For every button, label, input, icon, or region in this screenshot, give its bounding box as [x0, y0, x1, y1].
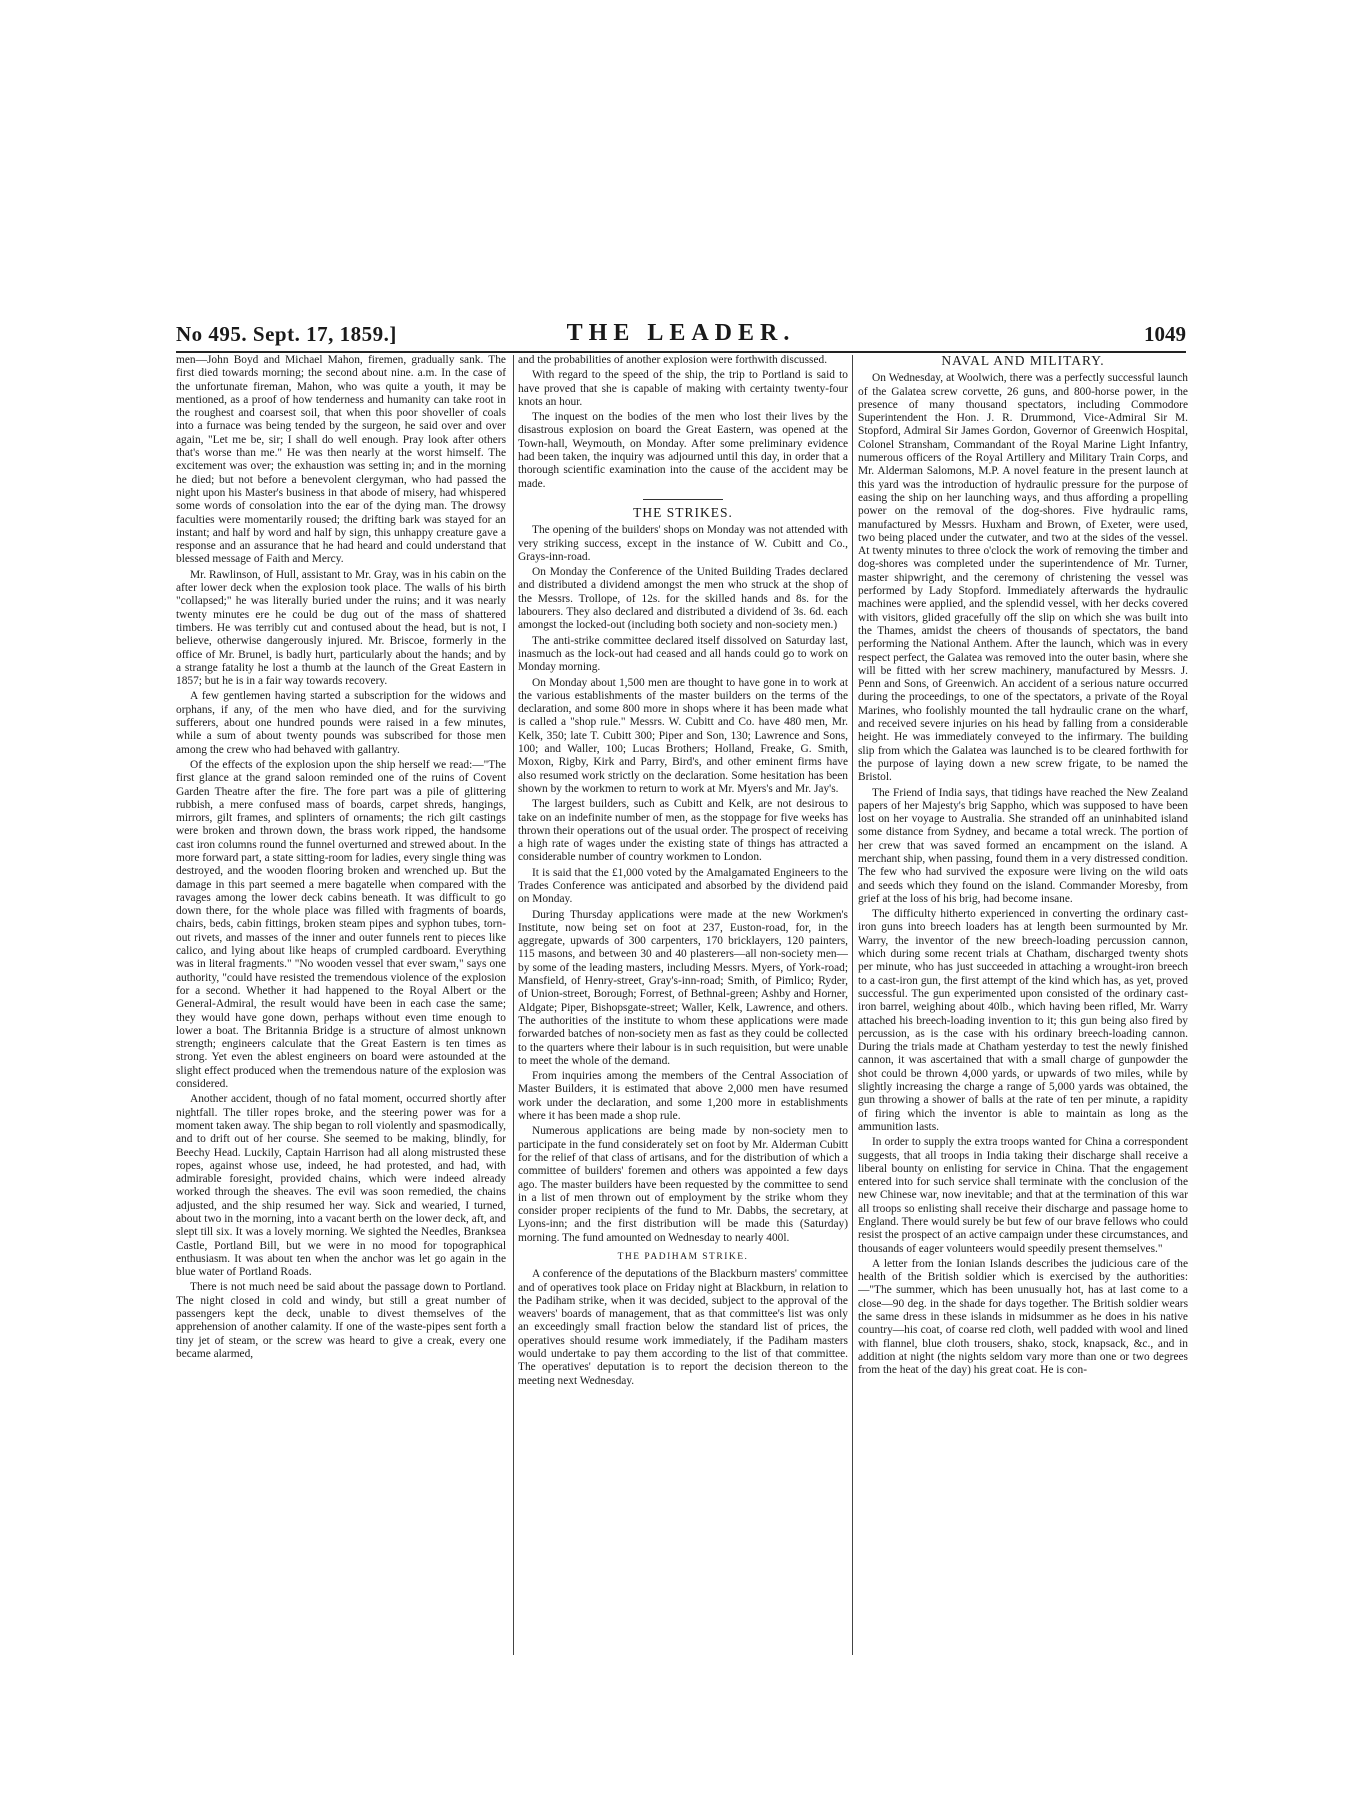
paragraph: Of the effects of the explosion upon the ship herself we read:—"The first glance at the grand saloon reminded one of the ruins of Covent Garden Theatre after the fire. The fore part was a pile of glittering rubbish, a mere confused mass of boards, carpet shreds, hangings, mirrors, gilt frames, and splinters of ornaments; the rich gilt castings were broken and thrown down, the brass work ripped, the handsome cast iron columns round the funnel overturned and strewed about. In the more forward part, a state sitting-room for ladies, every single thing was destroyed, and the wooden flooring broken and wrenched up. But the damage in this part seemed a mere bagatelle when compared with the ravages among the lower deck cabins beneath. It was difficult to go down there, for the whole place was filled with fragments of boards, chairs, beds, cabin fittings, broken steam pipes and syphon tubes, torn-out rivets, and masses of the inner and outer funnels rent to pieces like calico, and lying about like heaps of crumpled cardboard. Everything was in literal fragments." "No wooden vessel that ever swam," says one authority, "could have resisted the tremendous violence of the explosion for a second. Whether it had happened to the Royal Albert or the General-Admiral, the result would have been in each case the same; they would have gone down, perhaps without even time enough to lower a boat. The Britannia Bridge is a structure of almost unknown strength; engineers calculate that the Great Eastern is ten times as strong. Yet even the ablest engineers on board were astounded at the slight effect produced when the tremendous nature of the explosion was considered.: [176, 758, 506, 1091]
paragraph: From inquiries among the members of the Central Association of Master Builders, it is estimated that above 2,000 men have resumed work under the declaration, and some 1,200 more in establishments where it has been made a shop rule.: [518, 1070, 848, 1123]
paragraph: The inquest on the bodies of the men who lost their lives by the disastrous explosion on board the Great Eastern, was opened at the Town-hall, Weymouth, on Monday. After some preliminary evidence had been taken, the inquiry was adjourned until this day, in order that a thorough scientific examination into the cause of the accident may be made.: [518, 411, 848, 490]
newspaper-title: THE LEADER.: [566, 320, 796, 346]
page-number: 1049: [1144, 322, 1186, 346]
section-divider: [643, 499, 723, 500]
column-3: [858, 354, 1188, 1654]
strikes-heading: THE STRIKES.: [633, 504, 733, 520]
paragraph: The Friend of India says, that tidings have reached the New Zealand papers of her Majesty's brig Sappho, which was supposed to have been lost on her voyage to Australia. She stranded off an uninhabited island some distance from Sydney, and became a total wreck. The portion of her crew that was saved formed an encampment on the island. A merchant ship, when passing, found them in a very distressed condition. The few who had survived the exposure were living on the wild oats and seeds which they found on the island. Commander Moresby, from grief at the loss of his brig, had become insane.: [858, 786, 1188, 905]
paragraph: men—John Boyd and Michael Mahon, firemen, gradually sank. The first died towards morning; the second about nine. a.m. In the case of the unfortunate fireman, Mahon, who was quite a youth, it may be mentioned, as a proof of how tenderness and humanity can take root in the roughest and coarsest soil, that when this poor shoveller of coals into a furnace was being tended by the surgeon, he said over and over again, "Let me be, sir; I shall do well enough. Pray look after others that's worse than me." He was then nearly at the worst himself. The excitement was over; the exhaustion was setting in; and in the morning he died; but not before a benevolent clergyman, who had passed the night upon his Master's business in that abode of misery, had whispered some words of consolation into the ear of the dying man. The drowsy faculties were momentarily roused; the drifting bark was stayed for an instant; and half by word and half by sign, this unhappy creature gave a response and an assurance that he had heard and could understand that blessed message of Faith and Mercy.: [176, 354, 506, 566]
paragraph: On Monday about 1,500 men are thought to have gone in to work at the various establishments of the master builders on the terms of the declaration, and some 800 more in shops where it has been made what is called a "shop rule." Messrs. W. Cubitt and Co. have 480 men, Mr. Kelk, 350; late T. Cubitt 300; Piper and Son, 130; Lawrence and Sons, 100; and Waller, 100; Lucas Brothers; Holland, Freake, G. Smith, Moxon, Rigby, Kirk and Parry, Bird's, and other eminent firms have also resumed work strictly on the declaration. Some hesitation has been shown by the workmen to return to work at Mr. Myers's and Mr. Jay's.: [518, 676, 848, 795]
column-1: [176, 354, 506, 1654]
paragraph: A conference of the deputations of the Blackburn masters' committee and of operatives took place on Friday night at Blackburn, in relation to the Padiham strike, when it was decided, subject to the approval of the weavers' boards of management, that as that committee's list was only an exceedingly small fraction below the standard list of prices, the operatives should resume work immediately, if the Padiham masters would undertake to pay them according to the list of that committee. The operatives' deputation is to report the decision thereon to the meeting next Wednesday.: [518, 1268, 848, 1387]
paragraph: During Thursday applications were made at the new Workmen's Institute, now being set on foot at 237, Euston-road, for, in the aggregate, upwards of 300 carpenters, 170 bricklayers, 120 painters, 115 masons, and between 30 and 40 plasterers—all non-society men—by some of the leading masters, including Messrs. Myers, of York-road; Mansfield, of Henry-street, Gray's-inn-road; Smith, of Pimlico; Ryder, of Union-street, Borough; Forrest, of Bethnal-green; Ashby and Horner, Aldgate; Piper, Bishopsgate-street; Waller, Kelk, Lawrence, and others. The authorities of the institute to whom these applications were made forwarded batches of non-society men as fast as they could be collected to the quarters where their labour is in such requisition, but were unable to meet the whole of the demand.: [518, 908, 848, 1067]
paragraph: On Wednesday, at Woolwich, there was a perfectly successful launch of the Galatea screw corvette, 26 guns, and 800-horse power, in the presence of many thousand spectators, including Commodore Superintendent the Hon. J. R. Drummond, Vice-Admiral Sir M. Stopford, Admiral Sir James Gordon, Governor of Greenwich Hospital, Colonel Stransham, Commandant of the Royal Marine Light Infantry, numerous officers of the Royal Artillery and Military Train Corps, and Mr. Alderman Salomons, M.P. A novel feature in the present launch at this yard was the introduction of hydraulic pressure for the purpose of easing the ship on her launching ways, and thus affording a propelling power on the removal of the dog-shores. Five hydraulic rams, manufactured by Messrs. Huxham and Brown, of Exeter, were used, two being placed under the cutwater, and two at the sides of the vessel. At twenty minutes to three o'clock the work of removing the timber and dog-shores was completed under the superintendence of Mr. Turner, master shipwright, and the ceremony of christening the vessel was performed by Lady Stopford. Immediately afterwards the hydraulic machines were applied, and the splendid vessel, with her decks covered with visitors, glided gracefully off the slip on which she was built into the Thames, amidst the cheers of thousands of spectators, the band performing the National Anthem. After the launch, which was in every respect perfect, the Galatea was removed into the outer basin, where she will be fitted with her screw machinery, manufactured by Messrs. J. Penn and Sons, of Greenwich. An accident of a serious nature occurred during the proceedings, to one of the spectators, a private of the Royal Marines, who foolishly mounted the tall hydraulic crane on the wharf, and received severe injuries on his head by falling from a considerable height. He was immediately conveyed to the infirmary. The building slip from which the Galatea was launched is to be cleared forthwith for the purpose of laying down a new screw frigate, to be named the Bristol.: [858, 372, 1188, 784]
paragraph: A few gentlemen having started a subscription for the widows and orphans, if any, of the men who have died, and for the surviving sufferers, about one hundred pounds were raised in a few minutes, while a sum of about twenty pounds was subscribed for those men among the crew who had behaved with gallantry.: [176, 690, 506, 756]
issue-date: No 495. Sept. 17, 1859.]: [176, 322, 397, 346]
paragraph: A letter from the Ionian Islands describes the judicious care of the health of the British soldier which is exercised by the authorities:—"The summer, which has been unusually hot, has at last come to a close—90 deg. in the shade for days together. The British soldier wears the same dress in these islands in midsummer as he does in his native country—his coat, of coarse red cloth, well padded with wool and lined with flannel, blue cloth trousers, shako, stock, knapsack, &c., and in addition at night (the nights seldom vary more than one or two degrees from the heat of the day) his great coat. He is con-: [858, 1257, 1188, 1377]
page-header: [176, 314, 1186, 352]
naval-military-heading: NAVAL AND MILITARY.: [941, 354, 1105, 368]
column-2: [518, 354, 848, 1654]
paragraph: The anti-strike committee declared itself dissolved on Saturday last, inasmuch as the lock-out had ceased and all hands could go to work on Monday morning.: [518, 634, 848, 674]
paragraph: With regard to the speed of the ship, the trip to Portland is said to have proved that she is capable of making with certainty twenty-four knots an hour.: [518, 369, 848, 408]
paragraph: It is said that the £1,000 voted by the Amalgamated Engineers to the Trades Conference was anticipated and absorbed by the dividend paid on Monday.: [518, 866, 848, 906]
paragraph: Another accident, though of no fatal moment, occurred shortly after nightfall. The tiller ropes broke, and the steering power was for a moment taken away. The ship began to roll violently and spasmodically, and to drift out of her course. She seemed to be making, blindly, for Beechy Head. Luckily, Captain Harrison had all along mistrusted these ropes, against whose use, indeed, he had protested, and had, with admirable foresight, provided chains, which were indeed already worked through the sheaves. The evil was soon remedied, the chains adjusted, and the ship resumed her way. Sick and wearied, I turned, about two in the morning, into a vacant berth on the lower deck, aft, and slept till six. It was a lovely morning. We sighted the Needles, Branksea Castle, Portland Bill, but we were in no mood for topographical enthusiasm. It was about ten when the anchor was let go again in the blue water of Portland Roads.: [176, 1093, 506, 1279]
paragraph: On Monday the Conference of the United Building Trades declared and distributed a dividend amongst the men who struck at the shop of the Messrs. Trollope, of 12s. for the skilled hands and 8s. for the labourers. They also declared and distributed a dividend of 3s. 6d. each amongst the locked-out (including both society and non-society men.): [518, 566, 848, 632]
paragraph: The opening of the builders' shops on Monday was not attended with very striking success, except in the instance of W. Cubitt and Co., Grays-inn-road.: [518, 524, 848, 563]
column-divider: [513, 355, 514, 1655]
paragraph: The difficulty hitherto experienced in converting the ordinary cast-iron guns into breech loaders has at length been surmounted by Mr. Warry, the inventor of the new breech-loading percussion cannon, which during some recent trials at Chatham, discharged twenty shots per minute, who has just succeeded in attaching a wrought-iron breech to a cast-iron gun, the first attempt of the kind which has, as yet, proved successful. The gun experimented upon consisted of the ordinary cast-iron barrel, weighing about 40lb., which having been rifled, Mr. Warry attached his breech-loading invention to it; this gun being also fired by percussion, as is the case with his ordinary breech-loading cannon. During the trials made at Chatham yesterday to test the newly finished cannon, it was ascertained that with a small charge of gunpowder the shot could be thrown 4,000 yards, or upwards of two miles, while by slightly increasing the charge a range of 5,000 yards was obtained, the gun throwing a shower of balls at the rate of ten per minute, a rapidity of firing which the inventor is able to maintain as long as the ammunition lasts.: [858, 908, 1188, 1133]
paragraph: Mr. Rawlinson, of Hull, assistant to Mr. Gray, was in his cabin on the after lower deck when the explosion took place. The walls of his birth "collapsed;" he was literally buried under the ruins; and it was nearly twenty minutes ere he could be dug out of the mass of shattered timbers. He was terribly cut and contused about the head, but is not, I believe, otherwise dangerously injured. Mr. Briscoe, formerly in the office of Mr. Brunel, is badly hurt, particularly about the hands; and by a strange fatality he lost a thumb at the launch of the Great Eastern in 1857; but he is in a fair way towards recovery.: [176, 568, 506, 688]
header-rule: [176, 351, 1186, 353]
paragraph: The largest builders, such as Cubitt and Kelk, are not desirous to take on an indefinite number of men, as the stoppage for five weeks has thrown their operations out of the usual order. The prospect of receiving a high rate of wages under the existing state of things has attracted a considerable number of country workmen to London.: [518, 798, 848, 864]
paragraph: There is not much need be said about the passage down to Portland. The night closed in cold and windy, but still a great number of passengers kept the deck, unable to divest themselves of the apprehension of another calamity. If one of the waste-pipes sent forth a tiny jet of steam, or the screw was heard to give a creak, every one became alarmed,: [176, 1281, 506, 1360]
column-divider: [852, 355, 853, 1655]
padiham-heading: THE PADIHAM STRIKE.: [617, 1252, 749, 1262]
paragraph: In order to supply the extra troops wanted for China a correspondent suggests, that all troops in India taking their discharge shall receive a liberal bounty on enlisting for service in China. That the engagement entered into for such service shall terminate with the conclusion of the new Chinese war, now inevitable; and that at the termination of this war all troops so enlisting shall receive their discharge and passage home to England. There would surely be but few of our brave fellows who could resist the prospect of an active campaign under these circumstances, and thousands of eager volunteers would speedily present themselves.": [858, 1136, 1188, 1255]
paragraph: and the probabilities of another explosion were forthwith discussed.: [518, 354, 828, 366]
paragraph: Numerous applications are being made by non-society men to participate in the fund considerately set on foot by Mr. Alderman Cubitt for the relief of that class of artisans, and for the distribution of which a committee of builders' foremen and others was appointed a few days ago. The master builders have been requested by the committee to send in a list of men thrown out of employment by the strike whom they consider proper recipients of the fund to Mr. Dabbs, the secretary, at Lyons-inn; and the first distribution will be made this (Saturday) morning. The fund amounted on Wednesday to nearly 400l.: [518, 1125, 848, 1244]
